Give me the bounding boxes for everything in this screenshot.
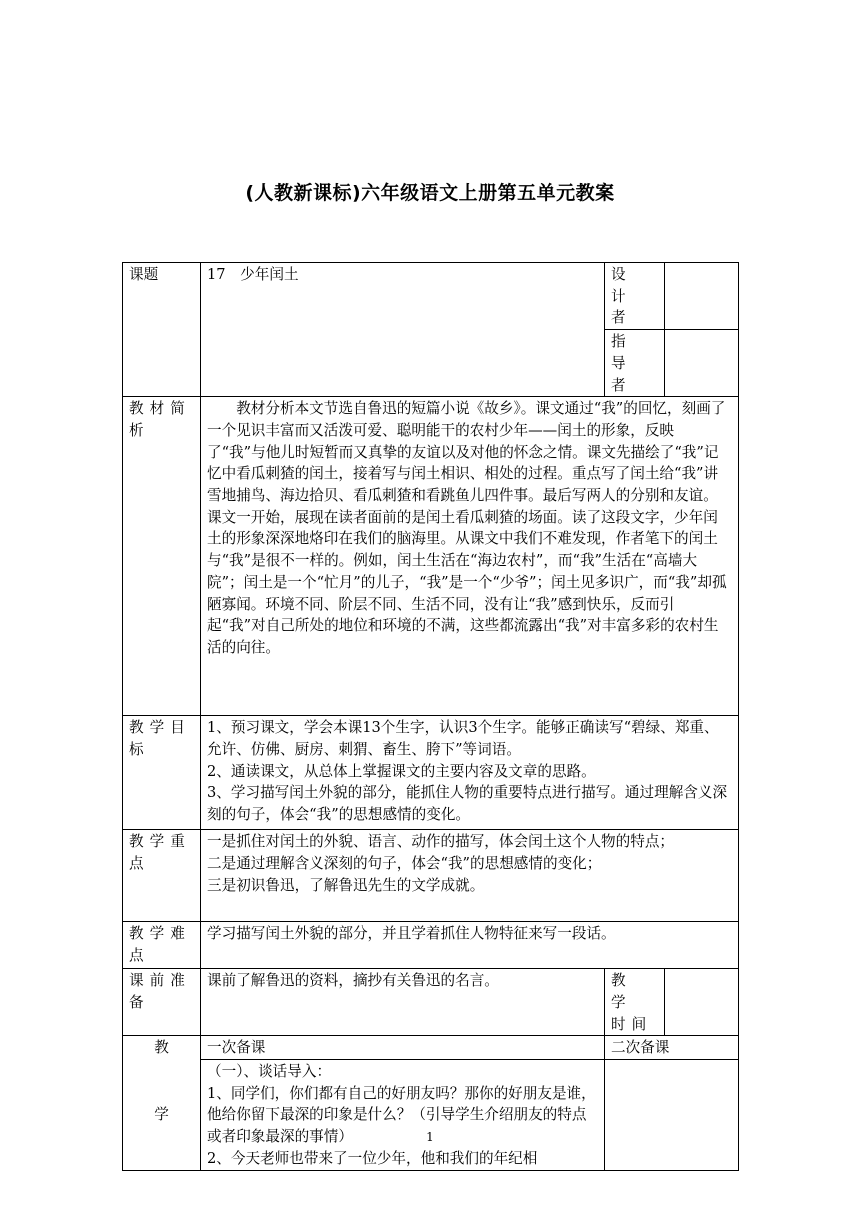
designer-value <box>665 263 739 330</box>
process-label <box>123 1036 201 1170</box>
advisor-label: 指 导 者 <box>605 330 665 397</box>
document-title: (人教新课标)六年级语文上册第五单元教案 <box>245 182 615 204</box>
process-line: 1、同学们，你们都有自己的好朋友吗？那你的好朋友是谁，他给你留下最深的印象是什么？（引导学生介绍朋友的特点或者印象最深的事情） <box>207 1084 596 1146</box>
process-line: 2、今天老师也带来了一位少年，他和我们的年纪相 <box>207 1149 538 1167</box>
process-line: （一）、谈话导入： <box>207 1063 332 1081</box>
difficulty-label: 教学难点 <box>123 922 201 969</box>
process-content <box>201 1060 605 1171</box>
lesson-value: 17 少年闰土 <box>201 263 605 397</box>
keypoints-cell <box>201 830 739 922</box>
prep-label: 课前准备 <box>123 969 201 1036</box>
process-label-char-1: 教 <box>154 1039 169 1057</box>
goals-label: 教学目标 <box>123 716 201 830</box>
lesson-plan-table <box>122 262 739 1171</box>
process-label-char-2: 学 <box>154 1106 169 1124</box>
goal-item: 2、通读课文，从总体上掌握课文的主要内容及文章的思路。 <box>207 762 596 780</box>
designer-label: 设 计 者 <box>605 263 665 330</box>
prep-text: 课前了解鲁迅的资料，摘抄有关鲁迅的名言。 <box>201 969 605 1036</box>
page-number: 1 <box>426 1130 434 1144</box>
keypoint-item: 二是通过理解含义深刻的句子，体会“我”的思想感情的变化； <box>207 854 602 872</box>
keypoints-label: 教学重点 <box>123 830 201 922</box>
time-label: 教 学 时间 <box>605 969 665 1036</box>
difficulty-text: 学习描写闰土外貌的部分，并且学着抓住人物特征来写一段话。 <box>201 922 739 969</box>
analysis-text: 教材分析本文节选自鲁迅的短篇小说《故乡》。课文通过“我”的回忆，刻画了一个见识丰富而又活泼可爱、聪明能干的农村少年——闰土的形象，反映了“我”与他儿时短暂而又真挚的友谊以及对他的怀念之情。课文先描绘了“我”记忆中看瓜刺猹的闰土，接着写与闰土相识、相处的过程。重点写了闰土给“我”讲雪地捕鸟、海边拾贝、看瓜刺猹和看跳鱼儿四件事。最后写两人的分别和友谊。课文一开始，展现在读者面前的是闰土看瓜刺猹的场面。读了这段文字，少年闰土的形象深深地烙印在我们的脑海里。从课文中我们不难发现，作者笔下的闰土与“我”是很不一样的。例如，闰土生活在“海边农村”，而“我”生活在“高墙大院”；闰土是一个“忙月”的儿子，“我”是一个“少爷”；闰土见多识广，而“我”却孤陋寡闻。环境不同、阶层不同、生活不同，没有让“我”感到快乐，反而引起“我”对自己所处的地位和环境的不满，这些都流露出“我”对丰富多彩的农村生活的向往。 <box>201 397 739 716</box>
lesson-label: 课题 <box>123 263 201 397</box>
second-prep-label: 二次备课 <box>605 1036 739 1060</box>
goals-cell <box>201 716 739 830</box>
second-prep-content <box>605 1060 739 1171</box>
analysis-label: 教材简析 <box>123 397 201 716</box>
first-prep-label: 一次备课 <box>201 1036 605 1060</box>
time-value <box>665 969 739 1036</box>
keypoint-item: 一是抓住对闰土的外貌、语言、动作的描写，体会闰土这个人物的特点； <box>207 833 675 851</box>
goal-item: 3、学习描写闰土外貌的部分，能抓住人物的重要特点进行描写。通过理解含义深刻的句子，体会“我”的思想感情的变化。 <box>207 784 728 824</box>
goal-item: 1、预习课文，学会本课13个生字，认识3个生字。能够正确读写“碧绿、郑重、允许、仿佛、厨房、刺猬、畜生、胯下”等词语。 <box>207 719 719 758</box>
keypoint-item: 三是初识鲁迅，了解鲁迅先生的文学成就。 <box>207 876 485 894</box>
advisor-value <box>665 330 739 397</box>
